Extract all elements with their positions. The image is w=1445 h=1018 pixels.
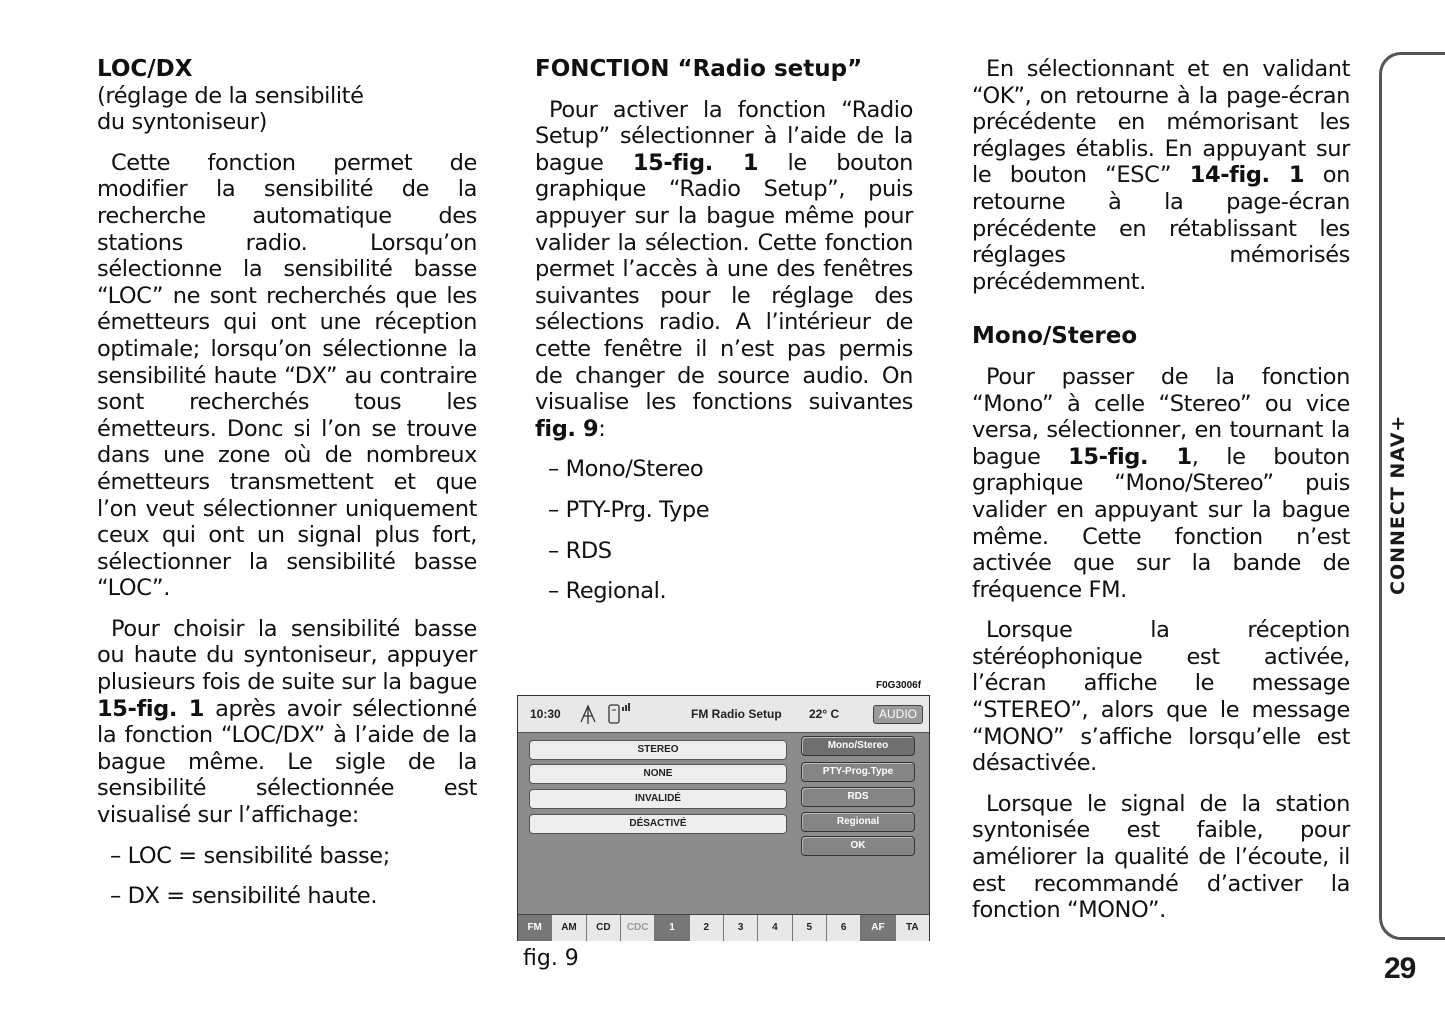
chapter-label: CONNECT NAV+ — [1387, 414, 1409, 596]
page-number: 29 — [1384, 952, 1416, 985]
paragraph-ok-esc: En sélectionnant et en validant “OK”, on retourne à la page-écran précédente en mémorisant les réglages établis. En appuyant sur le bouton “ESC” 14-fig. 1 on retourne à la page-écran précédente en rétablissant les réglages mémorisés précédemment. — [972, 56, 1350, 295]
af-button[interactable]: AF — [861, 915, 895, 941]
pty-prog-type-button[interactable]: PTY-Prog.Type — [801, 762, 915, 782]
audio-button[interactable]: AUDIO — [873, 705, 923, 724]
rds-button[interactable]: RDS — [801, 787, 915, 807]
list-item-regional: – Regional. — [548, 578, 667, 605]
ta-button[interactable]: TA — [905, 922, 919, 933]
source-fm-button[interactable]: FM — [518, 915, 552, 941]
figure-caption: fig. 9 — [523, 946, 579, 971]
phone-signal-icon — [606, 701, 636, 727]
paragraph-mono-stereo-howto: Pour passer de la fonction “Mono” à celle “Stereo” ou vice versa, sélectionner, en tournant la bague 15-fig. 1, le bouton graphique “Mono/Stereo” puis valider en appuyant sur la bague même. Cette fonction n’est activée que sur la bande de fréquence FM. — [972, 363, 1350, 603]
regional-button[interactable]: Regional — [801, 812, 915, 832]
value-none: NONE — [529, 764, 787, 784]
list-item-mono-stereo: – Mono/Stereo — [548, 456, 704, 483]
paragraph-stereo-message: Lorsque la réception stéréophonique est activée, l’écran affiche le message “STEREO”, alors que le message “MONO” s’affiche lorsqu’elle est désactivée. — [972, 617, 1350, 777]
value-stereo: STEREO — [529, 740, 787, 760]
value-desactive: DÉSACTIVÉ — [529, 814, 787, 834]
screen-title: FM Radio Setup — [691, 707, 782, 721]
section-heading-radio-setup: FONCTION “Radio setup” — [535, 56, 863, 82]
column-middle — [535, 56, 913, 605]
paragraph-locdx-description: Cette fonction permet de modifier la sensibilité de la recherche automatique des stations radio. Lorsqu’on sélectionne la sensibilité basse “LOC” ne sont recherchés que les émetteurs qui ont une réception optimale; lorsqu’on sélectionne la sensibilité haute “DX” au contraire sont recherchés tous les émetteurs. Donc si l’on se trouve dans une zone où de nombreux émetteurs transmettent et que l’on veut sélectionner uniquement ceux qui ont un signal plus fort, sélectionner la sensibilité basse “LOC”. — [97, 149, 477, 602]
source-cd-button[interactable]: CD — [587, 915, 621, 941]
screen-temperature: 22° C — [809, 707, 840, 721]
paragraph-locdx-howto: Pour choisir la sensibilité basse ou haute du syntoniseur, appuyer plusieurs fois de suite sur la bague 15-fig. 1 après avoir sélectionné la fonction “LOC/DX” à l’aide de la bague même. Le sigle de la sensibilité sélectionnée est visualisé sur l’affichage: — [97, 615, 477, 829]
column-right — [972, 56, 1350, 924]
mono-stereo-button[interactable]: Mono/Stereo — [801, 736, 915, 756]
list-item-dx: – DX = sensibilité haute. — [110, 883, 378, 910]
ok-button[interactable]: OK — [801, 836, 915, 856]
source-bar — [518, 914, 929, 941]
screen-status-bar — [518, 696, 929, 733]
source-am-button[interactable]: AM — [552, 915, 586, 941]
preset-3-button[interactable]: 3 — [724, 915, 758, 941]
column-left — [97, 56, 477, 910]
list-item-pty: – PTY-Prg. Type — [548, 496, 710, 523]
subheading-line-2: du syntoniseur) — [97, 109, 267, 136]
antenna-icon — [578, 702, 598, 726]
section-heading-mono-stereo: Mono/Stereo — [972, 323, 1138, 350]
list-item-rds: – RDS — [548, 537, 612, 564]
preset-6-button[interactable]: 6 — [827, 915, 861, 941]
list-item-loc: – LOC = sensibilité basse; — [110, 842, 390, 869]
screen-time: 10:30 — [530, 707, 561, 721]
source-cdc-button[interactable]: CDC — [621, 915, 655, 941]
figure-code: F0G3006f — [876, 680, 922, 691]
preset-1-button[interactable]: 1 — [655, 915, 689, 941]
preset-2-button[interactable]: 2 — [690, 915, 724, 941]
value-invalide: INVALIDÉ — [529, 789, 787, 809]
preset-4-button[interactable]: 4 — [758, 915, 792, 941]
paragraph-radio-setup: Pour activer la fonction “Radio Setup” sélectionner à l’aide de la bague 15-fig. 1 le bouton graphique “Radio Setup”, puis appuyer sur la bague même pour valider la sélection. Cette fonction permet l’accès à une des fenêtres suivantes pour le réglage des sélections radio. A l’intérieur de cette fenêtre il n’est pas permis de changer de source audio. On visualise les fonctions suivantes fig. 9: — [535, 96, 913, 442]
radio-setup-screen — [517, 695, 930, 941]
paragraph-mono-recommendation: Lorsque le signal de la station syntonisée est faible, pour améliorer la qualité de l’écoute, il est recommandé d’activer la fonction “MONO”. — [972, 790, 1350, 924]
subheading-line-1: (réglage de la sensibilité — [97, 82, 364, 109]
section-heading-locdx: LOC/DX — [97, 56, 193, 82]
preset-5-button[interactable]: 5 — [793, 915, 827, 941]
